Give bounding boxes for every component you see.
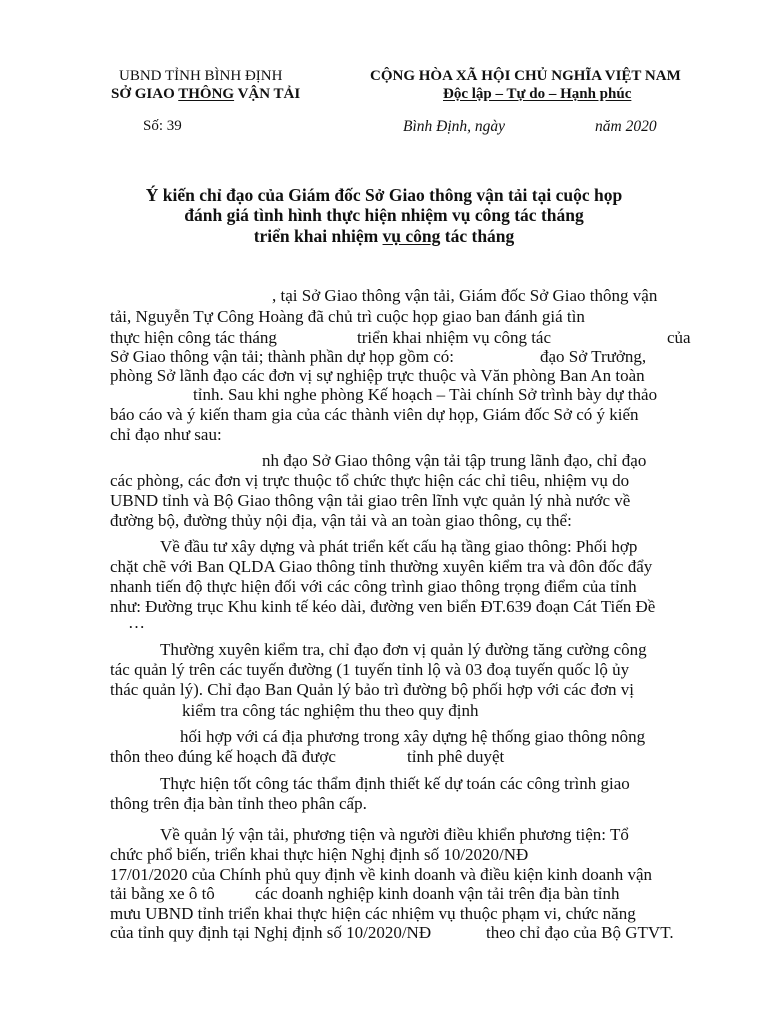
paragraph-line: như: Đường trục Khu kinh tế kéo dài, đường ven biển ĐT.639 đoạn Cát Tiến Đề	[110, 597, 656, 616]
document-number: Số: 39	[143, 118, 182, 134]
paragraph-line: đạo Sở Trưởng,	[540, 347, 647, 366]
title-line-2: đánh giá tình hình thực hiện nhiệm vụ công tác tháng	[184, 205, 584, 225]
title-line-3-part: tác tháng	[440, 226, 515, 246]
paragraph-line: các doanh nghiệp kinh doanh vận tải trên địa bàn tỉnh	[255, 884, 620, 903]
paragraph-line: theo chỉ đạo của Bộ GTVT.	[486, 923, 674, 942]
paragraph-line: tải, Nguyễn Tự Công Hoàng đã chủ trì cuộc họp giao ban đánh giá tìn	[110, 307, 585, 326]
paragraph-line: đường bộ, đường thủy nội địa, vận tải và an toàn giao thông, cụ thể:	[110, 511, 572, 530]
department-name-underlined: THÔNG	[178, 86, 235, 102]
paragraph-line: nhanh tiến độ thực hiện đối với các công trình giao thông trọng điểm của tỉnh	[110, 577, 637, 596]
paragraph-line: Về quản lý vận tải, phương tiện và người điều khiển phương tiện: Tổ	[160, 825, 629, 844]
department-name-part: SỞ GIAO	[111, 86, 179, 102]
paragraph-line: thông trên địa bàn tỉnh theo phân cấp.	[110, 794, 367, 813]
paragraph-line: UBND tỉnh và Bộ Giao thông vận tải giao trên lĩnh vực quản lý nhà nước về	[110, 491, 631, 510]
agency-name: UBND TỈNH BÌNH ĐỊNH	[119, 68, 283, 84]
paragraph-line: , tại Sở Giao thông vận tải, Giám đốc Sở Giao thông vận	[272, 286, 658, 305]
paragraph-line: triển khai nhiệm vụ công tác	[357, 328, 552, 347]
department-name-part: VẬN TẢI	[234, 86, 301, 102]
paragraph-line: chặt chẽ với Ban QLDA Giao thông tỉnh thường xuyên kiểm tra và đôn đốc đẩy	[110, 557, 653, 576]
title-line-3	[0, 226, 768, 247]
paragraph-line: chỉ đạo như sau:	[110, 425, 222, 444]
paragraph-line: Thường xuyên kiểm tra, chỉ đạo đơn vị quản lý đường tăng cường công	[160, 640, 647, 659]
paragraph-line: hối hợp với cá địa phương trong xây dựng hệ thống giao thông nông	[180, 727, 646, 746]
paragraph-line: …	[128, 613, 145, 632]
paragraph-line: các phòng, các đơn vị trực thuộc tổ chức thực hiện các chỉ tiêu, nhiệm vụ do	[110, 471, 630, 490]
title-line-3-underlined: vụ công	[382, 226, 441, 246]
paragraph-line: 17/01/2020 của Chính phủ quy định về kinh doanh và điều kiện kinh doanh vận	[110, 865, 653, 884]
paragraph-line: thực hiện công tác tháng	[110, 328, 277, 347]
paragraph-line: Về đầu tư xây dựng và phát triển kết cấu hạ tầng giao thông: Phối hợp	[160, 537, 638, 556]
paragraph-line: phòng Sở lãnh đạo các đơn vị sự nghiệp trực thuộc và Văn phòng Ban An toàn	[110, 366, 645, 385]
department-name	[111, 86, 300, 103]
paragraph-line: tác quản lý trên các tuyến đường (1 tuyến tỉnh lộ và 03 đoạ tuyến quốc lộ ủy	[110, 660, 630, 679]
paragraph-line: tỉnh phê duyệt	[407, 747, 505, 766]
paragraph-line: mưu UBND tỉnh triển khai thực hiện các nhiệm vụ thuộc phạm vi, chức năng	[110, 904, 636, 923]
paragraph-line: kiểm tra công tác nghiệm thu theo quy định	[182, 701, 479, 720]
paragraph-line: nh đạo Sở Giao thông vận tải tập trung lãnh đạo, chỉ đạo	[262, 451, 647, 470]
paragraph-line: của	[667, 328, 691, 347]
place-date: Bình Định, ngày	[403, 118, 506, 135]
paragraph-line: Sở Giao thông vận tải; thành phần dự họp gồm có:	[110, 347, 454, 366]
title-line-1: Ý kiến chỉ đạo của Giám đốc Sở Giao thông vận tải tại cuộc họp	[145, 185, 623, 205]
paragraph-line: Thực hiện tốt công tác thẩm định thiết kế dự toán các công trình giao	[160, 774, 630, 793]
national-motto: Độc lập – Tự do – Hạnh phúc	[443, 86, 632, 102]
year: năm 2020	[595, 118, 657, 135]
national-title: CỘNG HÒA XÃ HỘI CHỦ NGHĨA VIỆT NAM	[370, 68, 681, 84]
paragraph-line: thác quản lý). Chỉ đạo Ban Quản lý bảo trì đường bộ phối hợp với các đơn vị	[110, 680, 634, 699]
paragraph-line: tỉnh. Sau khi nghe phòng Kế hoạch – Tài chính Sở trình bày dự thảo	[193, 385, 658, 404]
paragraph-line: thôn theo đúng kế hoạch đã được	[110, 747, 336, 766]
paragraph-line: của tỉnh quy định tại Nghị định số 10/2020/NĐ	[110, 923, 432, 942]
paragraph-line: tải bằng xe ô tô	[110, 884, 215, 903]
title-line-3-part: triển khai nhiệm	[253, 226, 383, 246]
paragraph-line: chức phổ biến, triển khai thực hiện Nghị định số 10/2020/NĐ	[110, 845, 529, 864]
paragraph-line: báo cáo và ý kiến tham gia của các thành viên dự họp, Giám đốc Sở có ý kiến	[110, 405, 639, 424]
